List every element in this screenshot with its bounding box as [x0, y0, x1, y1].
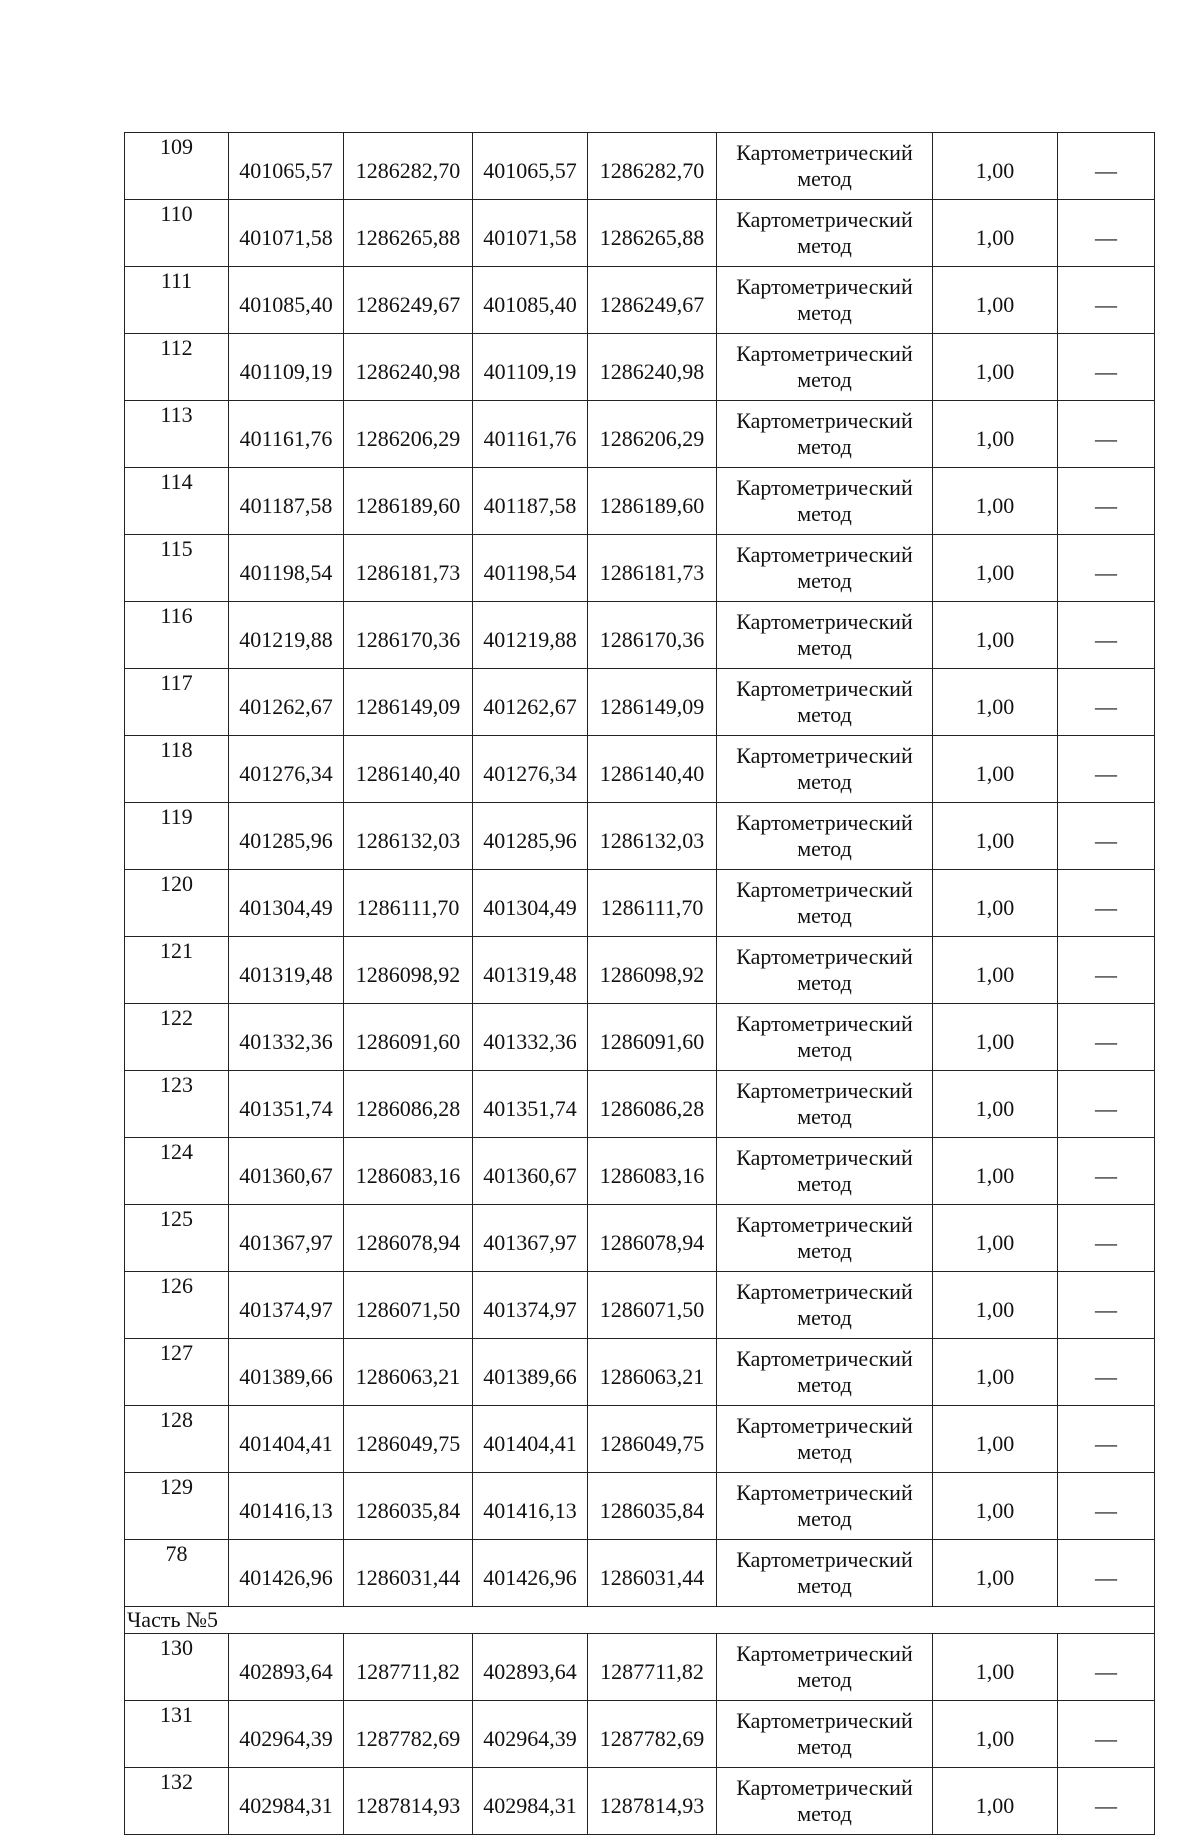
table-row: [125, 133, 1155, 200]
accuracy-cell: 1,00: [933, 1540, 1058, 1607]
accuracy-cell: 1,00: [933, 334, 1058, 401]
y-existing-cell: 1286098,92: [344, 937, 473, 1004]
accuracy-cell: 1,00: [933, 1138, 1058, 1205]
method-cell: Картометрический метод: [717, 1071, 933, 1138]
table-row: [125, 1768, 1155, 1835]
y-new-cell: 1286091,60: [588, 1004, 717, 1071]
table-row: [125, 937, 1155, 1004]
x-new-cell: 401071,58: [473, 200, 588, 267]
table-row: [125, 200, 1155, 267]
method-cell: Картометрический метод: [717, 736, 933, 803]
method-cell: Картометрический метод: [717, 602, 933, 669]
x-new-cell: 401367,97: [473, 1205, 588, 1272]
accuracy-cell: 1,00: [933, 1634, 1058, 1701]
point-number-cell: 123: [125, 1071, 229, 1138]
accuracy-cell: 1,00: [933, 401, 1058, 468]
point-number-cell: 109: [125, 133, 229, 200]
method-cell: Картометрический метод: [717, 1138, 933, 1205]
y-existing-cell: 1286049,75: [344, 1406, 473, 1473]
method-cell: Картометрический метод: [717, 535, 933, 602]
y-new-cell: 1287782,69: [588, 1701, 717, 1768]
table-row: [125, 468, 1155, 535]
x-new-cell: 401374,97: [473, 1272, 588, 1339]
accuracy-cell: 1,00: [933, 468, 1058, 535]
y-new-cell: 1286149,09: [588, 669, 717, 736]
table-row: [125, 1071, 1155, 1138]
x-existing-cell: 401262,67: [229, 669, 344, 736]
x-new-cell: 402893,64: [473, 1634, 588, 1701]
point-number-cell: 110: [125, 200, 229, 267]
point-number-cell: 111: [125, 267, 229, 334]
y-new-cell: 1286249,67: [588, 267, 717, 334]
method-cell: Картометрический метод: [717, 1540, 933, 1607]
method-cell: Картометрический метод: [717, 803, 933, 870]
table-row: [125, 334, 1155, 401]
y-new-cell: 1286181,73: [588, 535, 717, 602]
description-cell: —: [1058, 870, 1155, 937]
point-number-cell: 116: [125, 602, 229, 669]
description-cell: —: [1058, 803, 1155, 870]
y-new-cell: 1286098,92: [588, 937, 717, 1004]
description-cell: —: [1058, 334, 1155, 401]
point-number-cell: 122: [125, 1004, 229, 1071]
y-new-cell: 1286282,70: [588, 133, 717, 200]
x-existing-cell: 401187,58: [229, 468, 344, 535]
x-existing-cell: 401071,58: [229, 200, 344, 267]
x-existing-cell: 401304,49: [229, 870, 344, 937]
table-row: [125, 1004, 1155, 1071]
x-existing-cell: 401085,40: [229, 267, 344, 334]
method-cell: Картометрический метод: [717, 1406, 933, 1473]
y-existing-cell: 1286240,98: [344, 334, 473, 401]
table-body: [125, 133, 1155, 1835]
y-new-cell: 1286140,40: [588, 736, 717, 803]
y-existing-cell: 1286206,29: [344, 401, 473, 468]
accuracy-cell: 1,00: [933, 1701, 1058, 1768]
x-new-cell: 401416,13: [473, 1473, 588, 1540]
table-row: [125, 1272, 1155, 1339]
method-cell: Картометрический метод: [717, 334, 933, 401]
method-cell: Картометрический метод: [717, 200, 933, 267]
accuracy-cell: 1,00: [933, 535, 1058, 602]
point-number-cell: 124: [125, 1138, 229, 1205]
y-new-cell: 1286031,44: [588, 1540, 717, 1607]
y-existing-cell: 1286265,88: [344, 200, 473, 267]
y-existing-cell: 1286063,21: [344, 1339, 473, 1406]
accuracy-cell: 1,00: [933, 267, 1058, 334]
method-cell: Картометрический метод: [717, 1272, 933, 1339]
accuracy-cell: 1,00: [933, 803, 1058, 870]
x-new-cell: 401332,36: [473, 1004, 588, 1071]
description-cell: —: [1058, 535, 1155, 602]
table-row: [125, 1138, 1155, 1205]
point-number-cell: 78: [125, 1540, 229, 1607]
y-existing-cell: 1286140,40: [344, 736, 473, 803]
table-row: [125, 1205, 1155, 1272]
point-number-cell: 126: [125, 1272, 229, 1339]
x-new-cell: 402964,39: [473, 1701, 588, 1768]
point-number-cell: 119: [125, 803, 229, 870]
table-row: [125, 602, 1155, 669]
section-header-row: [125, 1607, 1155, 1634]
accuracy-cell: 1,00: [933, 1768, 1058, 1835]
description-cell: —: [1058, 736, 1155, 803]
x-existing-cell: 402984,31: [229, 1768, 344, 1835]
x-new-cell: 401276,34: [473, 736, 588, 803]
description-cell: —: [1058, 1473, 1155, 1540]
x-new-cell: 402984,31: [473, 1768, 588, 1835]
description-cell: —: [1058, 1406, 1155, 1473]
x-existing-cell: 401219,88: [229, 602, 344, 669]
method-cell: Картометрический метод: [717, 1205, 933, 1272]
accuracy-cell: 1,00: [933, 736, 1058, 803]
accuracy-cell: 1,00: [933, 200, 1058, 267]
y-existing-cell: 1286189,60: [344, 468, 473, 535]
section-title: Часть №5: [125, 1607, 1155, 1634]
description-cell: —: [1058, 267, 1155, 334]
y-new-cell: 1286189,60: [588, 468, 717, 535]
x-existing-cell: 401109,19: [229, 334, 344, 401]
x-existing-cell: 402893,64: [229, 1634, 344, 1701]
x-new-cell: 401161,76: [473, 401, 588, 468]
description-cell: —: [1058, 937, 1155, 1004]
y-new-cell: 1286063,21: [588, 1339, 717, 1406]
table-row: [125, 1339, 1155, 1406]
method-cell: Картометрический метод: [717, 1634, 933, 1701]
y-new-cell: 1286049,75: [588, 1406, 717, 1473]
y-new-cell: 1286206,29: [588, 401, 717, 468]
y-new-cell: 1286132,03: [588, 803, 717, 870]
x-existing-cell: 401374,97: [229, 1272, 344, 1339]
description-cell: —: [1058, 133, 1155, 200]
point-number-cell: 118: [125, 736, 229, 803]
x-existing-cell: 401360,67: [229, 1138, 344, 1205]
point-number-cell: 129: [125, 1473, 229, 1540]
point-number-cell: 125: [125, 1205, 229, 1272]
accuracy-cell: 1,00: [933, 1339, 1058, 1406]
accuracy-cell: 1,00: [933, 1071, 1058, 1138]
y-new-cell: 1287711,82: [588, 1634, 717, 1701]
y-existing-cell: 1286132,03: [344, 803, 473, 870]
point-number-cell: 128: [125, 1406, 229, 1473]
description-cell: —: [1058, 1272, 1155, 1339]
point-number-cell: 121: [125, 937, 229, 1004]
method-cell: Картометрический метод: [717, 1004, 933, 1071]
table-row: [125, 803, 1155, 870]
description-cell: —: [1058, 1071, 1155, 1138]
point-number-cell: 132: [125, 1768, 229, 1835]
y-new-cell: 1286078,94: [588, 1205, 717, 1272]
point-number-cell: 117: [125, 669, 229, 736]
x-new-cell: 401109,19: [473, 334, 588, 401]
description-cell: —: [1058, 1540, 1155, 1607]
x-existing-cell: 401319,48: [229, 937, 344, 1004]
y-existing-cell: 1286249,67: [344, 267, 473, 334]
x-new-cell: 401262,67: [473, 669, 588, 736]
y-existing-cell: 1286091,60: [344, 1004, 473, 1071]
description-cell: —: [1058, 1634, 1155, 1701]
x-new-cell: 401319,48: [473, 937, 588, 1004]
y-existing-cell: 1286035,84: [344, 1473, 473, 1540]
x-new-cell: 401085,40: [473, 267, 588, 334]
table-row: [125, 1540, 1155, 1607]
method-cell: Картометрический метод: [717, 1473, 933, 1540]
y-existing-cell: 1286111,70: [344, 870, 473, 937]
point-number-cell: 127: [125, 1339, 229, 1406]
method-cell: Картометрический метод: [717, 1768, 933, 1835]
accuracy-cell: 1,00: [933, 1406, 1058, 1473]
table-row: [125, 1634, 1155, 1701]
y-new-cell: 1286111,70: [588, 870, 717, 937]
method-cell: Картометрический метод: [717, 468, 933, 535]
accuracy-cell: 1,00: [933, 1004, 1058, 1071]
description-cell: —: [1058, 669, 1155, 736]
accuracy-cell: 1,00: [933, 133, 1058, 200]
y-new-cell: 1286083,16: [588, 1138, 717, 1205]
x-new-cell: 401389,66: [473, 1339, 588, 1406]
x-new-cell: 401360,67: [473, 1138, 588, 1205]
description-cell: —: [1058, 1768, 1155, 1835]
method-cell: Картометрический метод: [717, 1701, 933, 1768]
method-cell: Картометрический метод: [717, 870, 933, 937]
x-new-cell: 401304,49: [473, 870, 588, 937]
y-new-cell: 1286035,84: [588, 1473, 717, 1540]
y-existing-cell: 1286078,94: [344, 1205, 473, 1272]
x-new-cell: 401187,58: [473, 468, 588, 535]
point-number-cell: 112: [125, 334, 229, 401]
x-existing-cell: 401389,66: [229, 1339, 344, 1406]
y-existing-cell: 1286071,50: [344, 1272, 473, 1339]
x-existing-cell: 401367,97: [229, 1205, 344, 1272]
y-existing-cell: 1287814,93: [344, 1768, 473, 1835]
accuracy-cell: 1,00: [933, 1473, 1058, 1540]
accuracy-cell: 1,00: [933, 870, 1058, 937]
description-cell: —: [1058, 602, 1155, 669]
x-existing-cell: 401065,57: [229, 133, 344, 200]
y-new-cell: 1286086,28: [588, 1071, 717, 1138]
x-new-cell: 401065,57: [473, 133, 588, 200]
x-new-cell: 401426,96: [473, 1540, 588, 1607]
point-number-cell: 131: [125, 1701, 229, 1768]
x-new-cell: 401198,54: [473, 535, 588, 602]
point-number-cell: 120: [125, 870, 229, 937]
x-new-cell: 401285,96: [473, 803, 588, 870]
x-existing-cell: 401285,96: [229, 803, 344, 870]
table-row: [125, 267, 1155, 334]
table-row: [125, 736, 1155, 803]
y-existing-cell: 1286149,09: [344, 669, 473, 736]
x-existing-cell: 401351,74: [229, 1071, 344, 1138]
method-cell: Картометрический метод: [717, 267, 933, 334]
description-cell: —: [1058, 1004, 1155, 1071]
point-number-cell: 114: [125, 468, 229, 535]
y-existing-cell: 1286181,73: [344, 535, 473, 602]
y-existing-cell: 1286282,70: [344, 133, 473, 200]
x-existing-cell: 401404,41: [229, 1406, 344, 1473]
y-new-cell: 1286071,50: [588, 1272, 717, 1339]
description-cell: —: [1058, 401, 1155, 468]
point-number-cell: 115: [125, 535, 229, 602]
accuracy-cell: 1,00: [933, 602, 1058, 669]
method-cell: Картометрический метод: [717, 1339, 933, 1406]
y-existing-cell: 1287711,82: [344, 1634, 473, 1701]
accuracy-cell: 1,00: [933, 669, 1058, 736]
x-new-cell: 401351,74: [473, 1071, 588, 1138]
table-row: [125, 535, 1155, 602]
document-page: [124, 132, 1154, 1835]
description-cell: —: [1058, 1701, 1155, 1768]
x-existing-cell: 401198,54: [229, 535, 344, 602]
method-cell: Картометрический метод: [717, 669, 933, 736]
description-cell: —: [1058, 468, 1155, 535]
description-cell: —: [1058, 1339, 1155, 1406]
y-existing-cell: 1286031,44: [344, 1540, 473, 1607]
table-row: [125, 1701, 1155, 1768]
x-existing-cell: 401426,96: [229, 1540, 344, 1607]
y-new-cell: 1286265,88: [588, 200, 717, 267]
description-cell: —: [1058, 200, 1155, 267]
x-new-cell: 401404,41: [473, 1406, 588, 1473]
method-cell: Картометрический метод: [717, 401, 933, 468]
x-existing-cell: 401416,13: [229, 1473, 344, 1540]
table-row: [125, 401, 1155, 468]
x-new-cell: 401219,88: [473, 602, 588, 669]
x-existing-cell: 401161,76: [229, 401, 344, 468]
y-new-cell: 1286240,98: [588, 334, 717, 401]
y-new-cell: 1286170,36: [588, 602, 717, 669]
point-number-cell: 113: [125, 401, 229, 468]
description-cell: —: [1058, 1138, 1155, 1205]
table-row: [125, 870, 1155, 937]
method-cell: Картометрический метод: [717, 937, 933, 1004]
x-existing-cell: 401332,36: [229, 1004, 344, 1071]
accuracy-cell: 1,00: [933, 1272, 1058, 1339]
x-existing-cell: 402964,39: [229, 1701, 344, 1768]
accuracy-cell: 1,00: [933, 1205, 1058, 1272]
method-cell: Картометрический метод: [717, 133, 933, 200]
coordinates-table: [124, 132, 1155, 1835]
accuracy-cell: 1,00: [933, 937, 1058, 1004]
point-number-cell: 130: [125, 1634, 229, 1701]
table-row: [125, 669, 1155, 736]
y-existing-cell: 1286170,36: [344, 602, 473, 669]
description-cell: —: [1058, 1205, 1155, 1272]
table-row: [125, 1473, 1155, 1540]
y-new-cell: 1287814,93: [588, 1768, 717, 1835]
table-row: [125, 1406, 1155, 1473]
x-existing-cell: 401276,34: [229, 736, 344, 803]
y-existing-cell: 1286083,16: [344, 1138, 473, 1205]
y-existing-cell: 1287782,69: [344, 1701, 473, 1768]
y-existing-cell: 1286086,28: [344, 1071, 473, 1138]
